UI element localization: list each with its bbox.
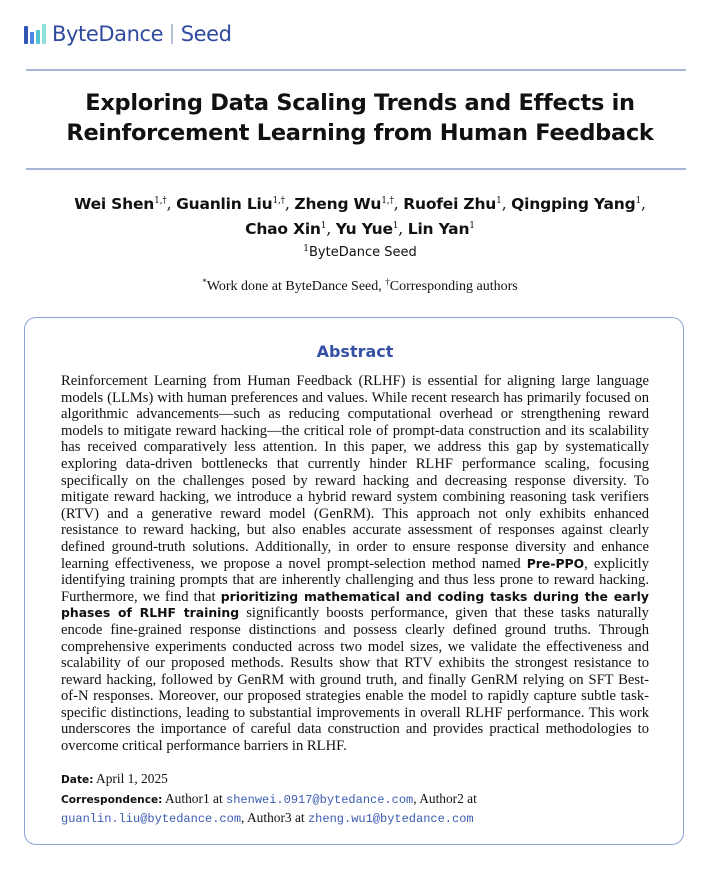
corresponding-note: Corresponding authors: [389, 279, 518, 294]
author-name: Yu Yue: [335, 220, 393, 238]
author-notes: [0, 277, 720, 295]
author-name: Ruofei Zhu: [403, 195, 497, 213]
title-line-2: Reinforcement Learning from Human Feedback: [66, 120, 654, 146]
author-affil-mark: 1,†: [272, 196, 285, 206]
author1-email-link[interactable]: shenwei.0917@bytedance.com: [226, 792, 414, 807]
logo-divider: [171, 24, 173, 44]
author-name: Guanlin Liu: [176, 195, 273, 213]
author-affil-mark: 1,†: [381, 196, 394, 206]
paper-title: [0, 88, 720, 148]
author-affil-mark: 1: [469, 221, 475, 231]
affiliation-name: ByteDance Seed: [309, 245, 417, 260]
brand-name: ByteDance: [52, 22, 164, 46]
paper-metadata: [61, 770, 661, 829]
author-affil-mark: 1,†: [154, 196, 167, 206]
author-affil-mark: 1: [496, 196, 502, 206]
title-divider: [26, 168, 686, 170]
correspondence-line: Correspondence: Author1 at shenwei.0917@bytedance.com, Author2 at guanlin.liu@bytedance.com, Author3 at zheng.wu1@bytedance.com: [61, 790, 477, 827]
author-affil-mark: 1: [320, 221, 327, 231]
correspondence-label: Correspondence:: [61, 793, 163, 806]
author-list: Wei Shen$^{1,\dagger}$, Guanlin Liu$^{1,\dagger}$, Zheng $Wu^{1,\dagger}$, Ruofei Zhu$^1$, Qingping Yang$^1$, Chao Xin$^1$, Yu Yue$^1$, Lin Yan$^1$: [74, 195, 646, 238]
author-name: Wei Shen: [74, 195, 155, 213]
author-name: Qingping Yang: [511, 195, 636, 213]
abstract-heading: Abstract: [316, 342, 394, 361]
sub-brand-name: Seed: [180, 22, 232, 46]
pre-ppo-emphasis: Pre-PPO: [526, 555, 585, 571]
star-mark: *: [202, 277, 207, 287]
top-divider: [26, 69, 686, 71]
author-name: Zheng Wu: [294, 195, 382, 213]
author-name: Lin Yan: [407, 220, 470, 238]
prioritizing-emphasis: prioritizing mathematical and coding tasks during the early phases of RLHF training: [61, 588, 649, 621]
abstract-box: [24, 317, 684, 845]
title-line-1: Exploring Data Scaling Trends and Effects in: [85, 90, 635, 116]
affiliation-mark: 1: [303, 244, 310, 254]
author-affil-mark: 1: [635, 196, 642, 206]
author-name: Chao Xin: [245, 220, 321, 238]
affiliation: [0, 244, 720, 260]
author-affil-mark: 1: [392, 221, 399, 231]
bytedance-seed-logo: [24, 20, 232, 48]
date-label: Date:: [61, 774, 94, 786]
author2-email-link[interactable]: guanlin.liu@bytedance.com: [61, 812, 242, 827]
abstract-text: Reinforcement Learning from Human Feedback (RLHF) is essential for aligning large language models (LLMs) with human preferences and values. While recent research has primarily focused on algorithmic advancements—such as reducing computational overhead or strengthening reward models to mitigate reward hacking—the critical role of prompt-data construction and its scalability has received comparatively less attention. In this paper, we address this gap by systematically exploring data-driven bottlenecks that currently hinder RLHF performance scaling, focusing specifically on the challenges posed by reward hacking and decreasing response diversity. To mitigate reward hacking, we introduce a hybrid reward system combining reasoning task verifiers (RTV) and a generative reward model (GenRM). This approach not only exhibits enhanced resistance to reward hacking, but also enables accurate assessment of responses against clearly defined ground-truth solutions. Additionally, in order to ensure response diversity and enhance learning effectiveness, we propose a novel prompt-selection method named Pre-PPO, explicitly identifying training prompts that are inherently challenging and thus less prone to reward hacking. Furthermore, we find that prioritizing mathematical and coding tasks during the early phases of RLHF training significantly boosts performance, given that these tasks naturally encode fine-grained response distinctions and possess clearly defined ground truths. Through comprehensive experiments conducted across two model sizes, we validate the effectiveness and scalability of our proposed methods. Results show that RTV exhibits the strongest resistance to reward hacking, followed by GenRM with ground truth, and finally GenRM relying on SFT Best-of-N responses. Moreover, our proposed strategies enable the model to rapidly capture subtle task-specific distinctions, leading to substantial improvements in overall RLHF performance. This work underscores the importance of careful data construction and provides practical methodologies to overcome critical performance barriers in RLHF.: [61, 373, 649, 755]
bytedance-bars-icon: [24, 24, 46, 44]
work-done-note: Work done at ByteDance Seed,: [206, 279, 386, 294]
date-line: [61, 770, 661, 790]
date-value: April 1, 2025: [96, 771, 168, 786]
dagger-mark: †: [385, 277, 390, 287]
author3-email-link[interactable]: zheng.wu1@bytedance.com: [307, 812, 474, 827]
